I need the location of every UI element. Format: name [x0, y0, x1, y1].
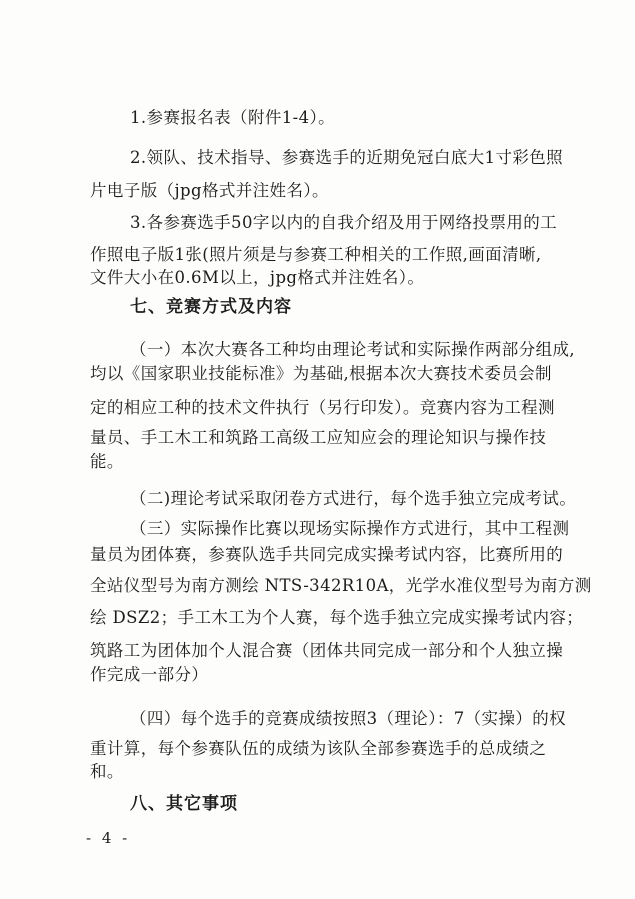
- section-7-line: 均以《国家职业技能标准》为基础,根据本次大赛技术委员会制: [90, 364, 552, 383]
- section-7-line: 和。: [90, 762, 124, 781]
- section-7-line: （四）每个选手的竞赛成绩按照3（理论）：7（实操）的权: [130, 709, 567, 728]
- page-number: - 4 -: [86, 829, 131, 847]
- attachment-item-3-cont: 作照电子版1张(照片须是与参赛工种相关的工作照,画面清晰,: [90, 245, 542, 264]
- section-7-line: （三）实际操作比赛以现场实际操作方式进行，其中工程测: [130, 519, 570, 538]
- section-8-heading: 八、其它事项: [130, 794, 238, 814]
- section-7-line: （一）本次大赛各工种均由理论考试和实际操作两部分组成,: [130, 340, 576, 359]
- section-7-line: 量员、手工木工和筑路工高级工应知应会的理论知识与操作技: [90, 428, 547, 447]
- section-7-line: 能。: [90, 452, 124, 471]
- section-7-line: （二)理论考试采取闭卷方式进行，每个选手独立完成考试。: [130, 489, 577, 508]
- section-7-line: 重计算，每个参赛队伍的成绩为该队全部参赛选手的总成绩之: [90, 739, 547, 758]
- section-7-line: 量员为团体赛，参赛队选手共同完成实操考试内容，比赛所用的: [90, 545, 564, 564]
- section-7-line: 定的相应工种的技术文件执行（另行印发）。竞赛内容为工程测: [90, 398, 555, 417]
- section-7-line: 筑路工为团体加个人混合赛（团体共同完成一部分和个人独立操: [90, 641, 564, 660]
- attachment-item-3: 3.各参赛选手50字以内的自我介绍及用于网络投票用的工: [130, 213, 558, 232]
- attachment-item-3-cont2: 文件大小在0.6M以上，jpg格式并注姓名）。: [90, 268, 425, 287]
- attachment-item-2: 2.领队、技术指导、参赛选手的近期免冠白底大1寸彩色照: [130, 148, 564, 167]
- section-7-line: 全站仪型号为南方测绘 NTS-342R10A，光学水准仪型号为南方测: [90, 576, 592, 595]
- section-7-heading: 七、竞赛方式及内容: [130, 297, 292, 317]
- section-7-line: 作完成一部分）: [90, 665, 209, 684]
- attachment-item-1: 1.参赛报名表（附件1-4）。: [130, 108, 336, 127]
- attachment-item-2-cont: 片电子版（jpg格式并注姓名）。: [90, 181, 329, 200]
- section-7-line: 绘 DSZ2；手工木工为个人赛，每个选手独立完成实操考试内容；: [90, 608, 584, 627]
